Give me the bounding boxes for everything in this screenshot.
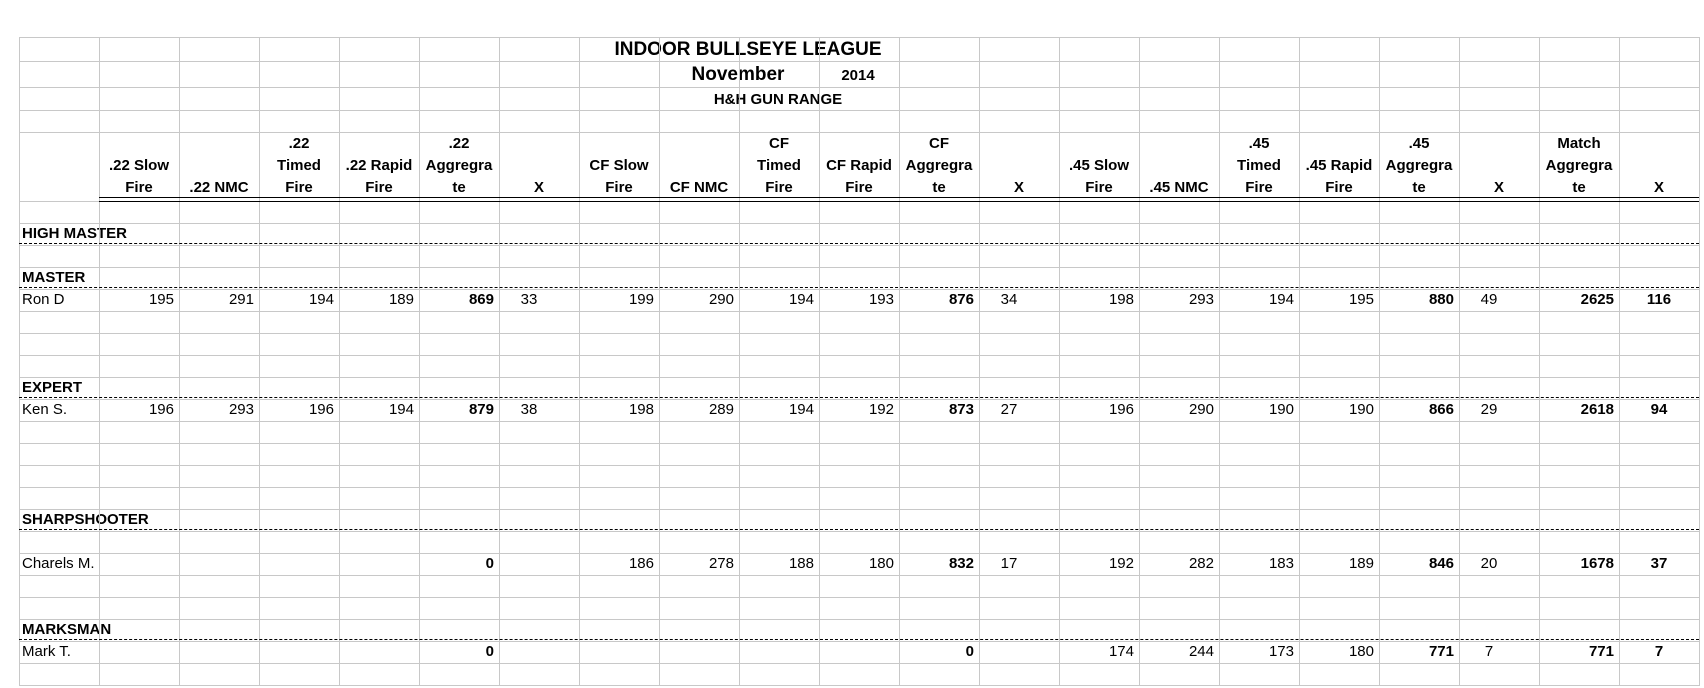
gridline-horizontal [19, 355, 1699, 356]
score-cell: 180 [1348, 643, 1374, 660]
gridline-vertical [1299, 37, 1300, 686]
score-cell: 2618 [1580, 401, 1614, 418]
score-cell: 0 [485, 555, 494, 572]
gridline-horizontal [19, 663, 1699, 664]
score-cell: 116 [1646, 291, 1672, 308]
gridline-vertical [1459, 37, 1460, 686]
shooter-name: Charels M. [22, 555, 95, 572]
gridline-horizontal [19, 61, 1699, 62]
score-cell: 876 [948, 291, 974, 308]
gridline-horizontal [19, 87, 1699, 88]
score-cell: 190 [1348, 401, 1374, 418]
gridline-vertical [19, 37, 20, 686]
score-cell: 289 [708, 401, 734, 418]
class-separator [19, 529, 1699, 530]
score-cell: 7 [1484, 643, 1494, 660]
gridline-horizontal [19, 531, 1699, 532]
col-header: .45 Aggregra te [1385, 135, 1453, 196]
gridline-vertical [419, 37, 420, 686]
month-label: November [691, 64, 785, 85]
class-label-marksman: MARKSMAN [22, 621, 112, 638]
col-header: CF Timed Fire [757, 135, 801, 196]
score-cell: 195 [1348, 291, 1374, 308]
score-cell: 293 [1188, 291, 1214, 308]
gridline-horizontal [19, 132, 1699, 133]
gridline-vertical [659, 37, 660, 686]
col-header: X [1653, 179, 1664, 196]
score-cell: 1678 [1580, 555, 1614, 572]
score-cell: 195 [148, 291, 174, 308]
gridline-vertical [1139, 37, 1140, 686]
score-cell: 189 [388, 291, 414, 308]
score-cell: 189 [1348, 555, 1374, 572]
col-header: CF NMC [669, 179, 729, 196]
score-cell: 282 [1188, 555, 1214, 572]
col-header: Match Aggregra te [1545, 135, 1613, 196]
gridline-horizontal [19, 37, 1699, 38]
score-cell: 33 [520, 291, 538, 308]
score-cell: 199 [628, 291, 654, 308]
gridline-horizontal [19, 597, 1699, 598]
col-header: .45 Slow Fire [1068, 157, 1130, 196]
header-double-rule [99, 197, 1699, 202]
score-cell: 94 [1650, 401, 1668, 418]
class-label-high-master: HIGH MASTER [22, 225, 127, 242]
score-cell: 846 [1428, 555, 1454, 572]
gridline-vertical [259, 37, 260, 686]
score-cell: 291 [228, 291, 254, 308]
class-label-expert: EXPERT [22, 379, 83, 396]
gridline-horizontal [19, 245, 1699, 246]
col-header: X [1493, 179, 1504, 196]
gridline-horizontal [19, 487, 1699, 488]
gridline-vertical [179, 37, 180, 686]
gridline-horizontal [19, 619, 1699, 620]
col-header: CF Slow Fire [589, 157, 649, 196]
gridline-horizontal [19, 509, 1699, 510]
score-cell: 198 [628, 401, 654, 418]
score-cell: 194 [388, 401, 414, 418]
col-header: CF Aggregra te [905, 135, 973, 196]
col-header: .45 Timed Fire [1237, 135, 1281, 196]
score-cell: 34 [1000, 291, 1018, 308]
score-cell: 290 [708, 291, 734, 308]
class-separator [19, 243, 1699, 244]
score-cell: 188 [788, 555, 814, 572]
gridline-horizontal [19, 465, 1699, 466]
score-cell: 193 [868, 291, 894, 308]
score-cell: 0 [485, 643, 494, 660]
gridline-horizontal [19, 311, 1699, 312]
score-cell: 866 [1428, 401, 1454, 418]
score-cell: 290 [1188, 401, 1214, 418]
gridline-horizontal [19, 223, 1699, 224]
gridline-vertical [1539, 37, 1540, 686]
score-cell: 880 [1428, 291, 1454, 308]
score-cell: 194 [788, 401, 814, 418]
score-cell: 192 [1108, 555, 1134, 572]
class-separator [19, 287, 1699, 288]
score-cell: 49 [1480, 291, 1498, 308]
score-cell: 196 [1108, 401, 1134, 418]
gridline-vertical [1699, 37, 1700, 686]
league-title: INDOOR BULLSEYE LEAGUE [614, 39, 882, 60]
score-cell: 194 [1268, 291, 1294, 308]
gridline-vertical [339, 37, 340, 686]
score-cell: 771 [1428, 643, 1454, 660]
score-cell: 832 [948, 555, 974, 572]
score-cell: 29 [1480, 401, 1498, 418]
col-header: .45 NMC [1149, 179, 1209, 196]
col-header: .22 Timed Fire [277, 135, 321, 196]
score-cell: 293 [228, 401, 254, 418]
score-cell: 244 [1188, 643, 1214, 660]
gridline-horizontal [19, 333, 1699, 334]
gridline-vertical [1059, 37, 1060, 686]
gridline-vertical [739, 37, 740, 686]
col-header: X [1013, 179, 1024, 196]
score-cell: 196 [308, 401, 334, 418]
score-cell: 7 [1654, 643, 1664, 660]
gridline-vertical [1619, 37, 1620, 686]
score-cell: 180 [868, 555, 894, 572]
score-cell: 879 [468, 401, 494, 418]
score-cell: 194 [308, 291, 334, 308]
score-cell: 186 [628, 555, 654, 572]
col-header: .45 Rapid Fire [1305, 157, 1373, 196]
gridline-vertical [579, 37, 580, 686]
score-cell: 173 [1268, 643, 1294, 660]
score-cell: 38 [520, 401, 538, 418]
score-cell: 183 [1268, 555, 1294, 572]
score-cell: 192 [868, 401, 894, 418]
class-label-master: MASTER [22, 269, 86, 286]
gridline-horizontal [19, 110, 1699, 111]
score-cell: 196 [148, 401, 174, 418]
class-separator [19, 639, 1699, 640]
score-cell: 771 [1588, 643, 1614, 660]
gridline-vertical [1219, 37, 1220, 686]
gridline-horizontal [19, 377, 1699, 378]
gridline-vertical [819, 37, 820, 686]
score-cell: 278 [708, 555, 734, 572]
score-cell: 873 [948, 401, 974, 418]
gridline-vertical [899, 37, 900, 686]
gridline-horizontal [19, 443, 1699, 444]
gridline-horizontal [19, 267, 1699, 268]
score-cell: 869 [468, 291, 494, 308]
score-cell: 27 [1000, 401, 1018, 418]
gridline-vertical [499, 37, 500, 686]
score-cell: 20 [1480, 555, 1498, 572]
shooter-name: Mark T. [22, 643, 71, 660]
score-cell: 190 [1268, 401, 1294, 418]
score-cell: 17 [1000, 555, 1018, 572]
col-header: .22 Aggregra te [425, 135, 493, 196]
col-header: X [533, 179, 544, 196]
range-label: H&H GUN RANGE [713, 91, 843, 108]
col-header: .22 NMC [189, 179, 249, 196]
year-label: 2014 [841, 67, 875, 84]
col-header: CF Rapid Fire [826, 157, 892, 196]
score-cell: 194 [788, 291, 814, 308]
shooter-name: Ken S. [22, 401, 68, 418]
col-header: .22 Rapid Fire [345, 157, 413, 196]
score-cell: 2625 [1580, 291, 1614, 308]
gridline-horizontal [19, 421, 1699, 422]
col-header: .22 Slow Fire [108, 157, 170, 196]
gridline-vertical [99, 37, 100, 686]
gridline-horizontal [19, 685, 1699, 686]
class-label-sharpshooter: SHARPSHOOTER [22, 511, 149, 528]
shooter-name: Ron D [22, 291, 65, 308]
gridline-vertical [1379, 37, 1380, 686]
score-cell: 198 [1108, 291, 1134, 308]
score-cell: 0 [965, 643, 974, 660]
class-separator [19, 397, 1699, 398]
gridline-vertical [979, 37, 980, 686]
gridline-horizontal [19, 575, 1699, 576]
score-cell: 174 [1108, 643, 1134, 660]
score-cell: 37 [1650, 555, 1668, 572]
